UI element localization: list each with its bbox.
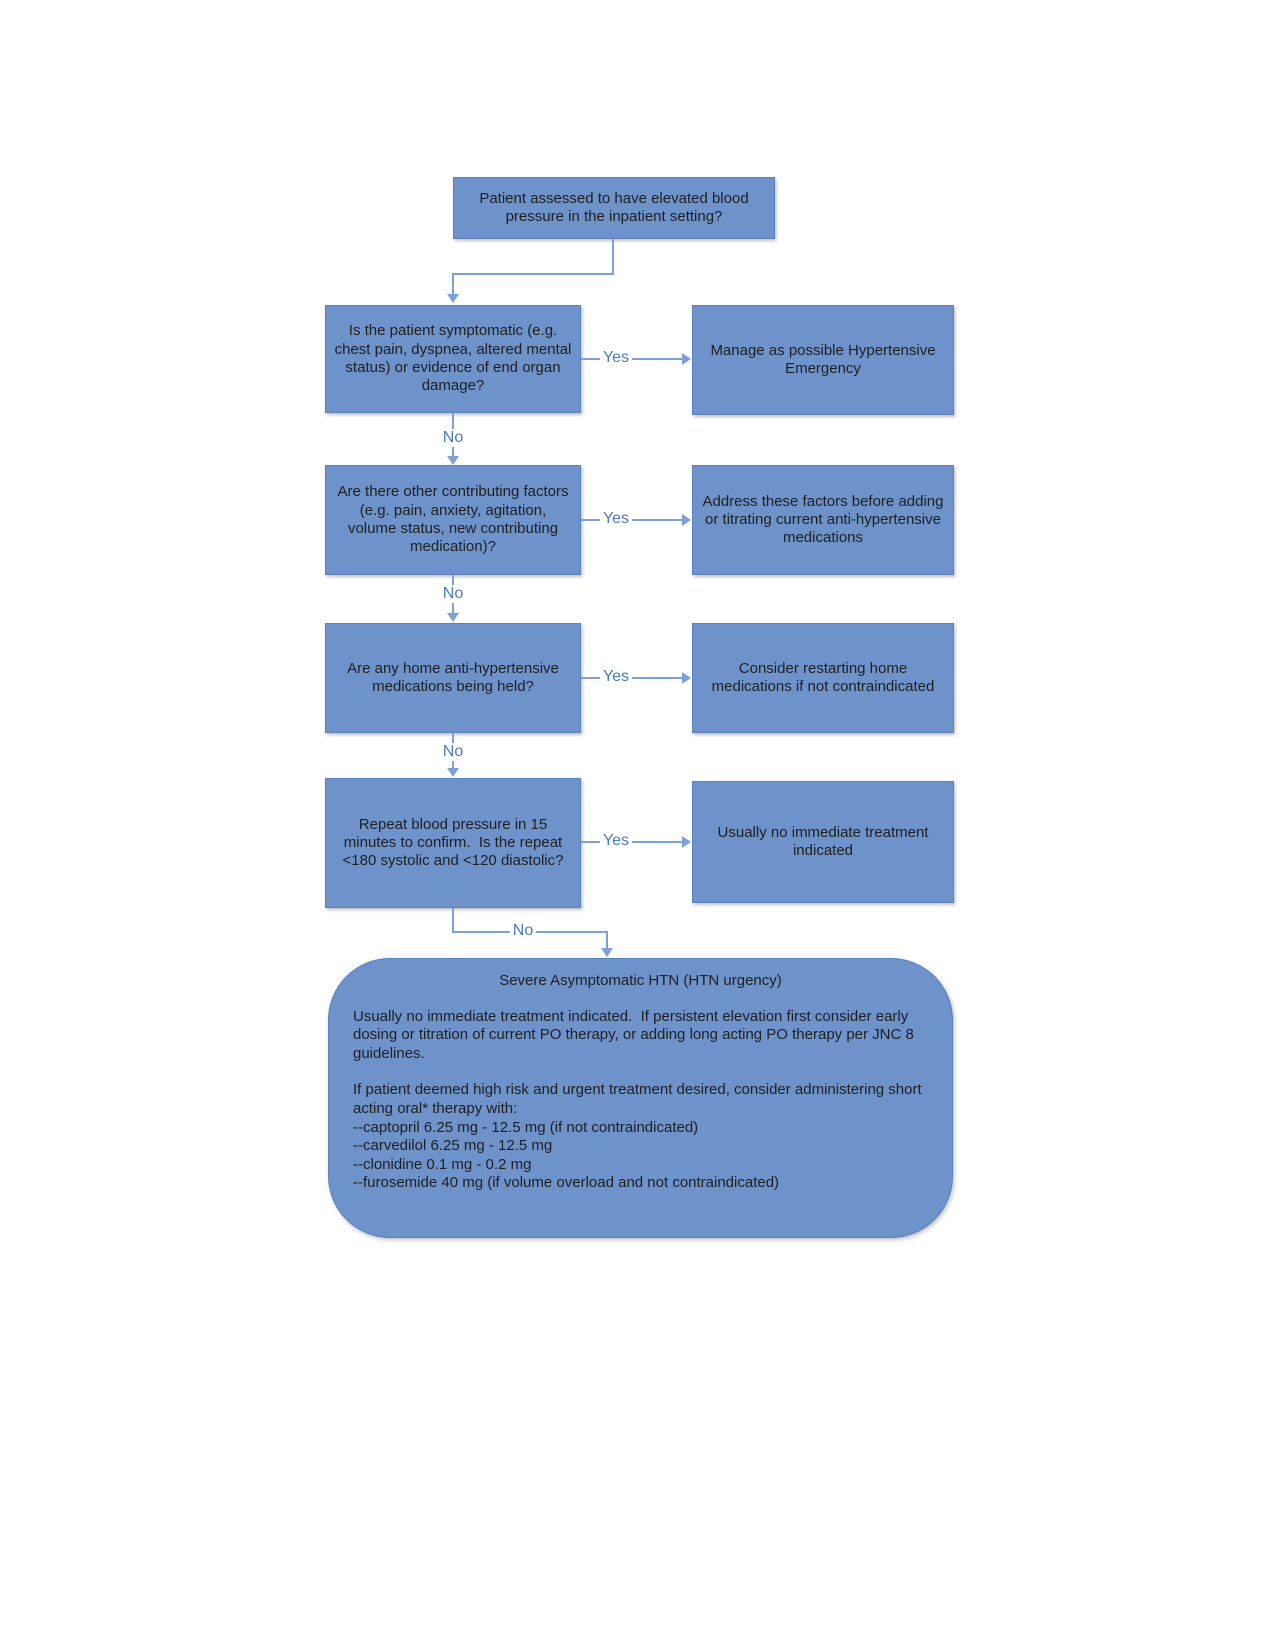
arrow-down-icon bbox=[447, 294, 459, 303]
action-emergency-text: Manage as possible Hypertensive Emergency bbox=[710, 341, 940, 377]
decision-home-meds-held bbox=[325, 623, 581, 733]
action-restart-home-meds bbox=[692, 623, 954, 733]
medication-line: --clonidine 0.1 mg - 0.2 mg bbox=[353, 1155, 532, 1173]
terminal-paragraph-1: Usually no immediate treatment indicated. If persistent elevation first consider early dosing or titration of current PO therapy, or adding long acting PO therapy per JNC 8 guidelines. bbox=[353, 1007, 919, 1062]
connector-line bbox=[452, 273, 614, 275]
no-label: No bbox=[440, 585, 466, 603]
medication-line: --furosemide 40 mg (if volume overload and not contraindicated) bbox=[353, 1174, 780, 1192]
arrow-down-icon bbox=[447, 613, 459, 622]
arrow-down-icon bbox=[447, 456, 459, 465]
yes-label: Yes bbox=[600, 832, 632, 850]
decision-repeat-bp bbox=[325, 778, 581, 908]
decision-contributing-factors bbox=[325, 465, 581, 575]
arrow-right-icon bbox=[682, 353, 691, 365]
terminal-title: Severe Asymptomatic HTN (HTN urgency) bbox=[499, 972, 782, 989]
action-restart-home-meds-text: Consider restarting home medications if not contraindicated bbox=[711, 659, 935, 695]
yes-label: Yes bbox=[600, 510, 632, 528]
arrow-right-icon bbox=[682, 836, 691, 848]
action-no-immediate-treatment-text: Usually no immediate treatment indicated bbox=[717, 823, 933, 859]
arrow-down-icon bbox=[447, 768, 459, 777]
connector-line bbox=[452, 908, 454, 933]
action-address-factors-text: Address these factors before adding or titrating current anti-hypertensive medications bbox=[702, 492, 948, 547]
yes-label: Yes bbox=[600, 668, 632, 686]
yes-label: Yes bbox=[600, 349, 632, 367]
arrow-down-icon bbox=[601, 948, 613, 957]
action-address-factors bbox=[692, 465, 954, 575]
medication-line: --carvedilol 6.25 mg - 12.5 mg bbox=[353, 1137, 553, 1155]
start-node-text: Patient assessed to have elevated blood pressure in the inpatient setting? bbox=[479, 189, 753, 225]
action-emergency bbox=[692, 305, 954, 415]
connector-line bbox=[606, 931, 608, 949]
medication-line: --captopril 6.25 mg - 12.5 mg (if not contraindicated) bbox=[353, 1118, 699, 1136]
no-label: No bbox=[440, 429, 466, 447]
arrow-right-icon bbox=[682, 514, 691, 526]
terminal-paragraph-2: If patient deemed high risk and urgent treatment desired, consider administering short acting oral* therapy with: bbox=[353, 1081, 926, 1117]
decision-home-meds-held-text: Are any home anti-hypertensive medications being held? bbox=[347, 659, 564, 695]
action-no-immediate-treatment bbox=[692, 781, 954, 903]
terminal-box bbox=[328, 958, 953, 1238]
no-label: No bbox=[440, 743, 466, 761]
decision-contributing-factors-text: Are there other contributing factors (e.g. pain, anxiety, agitation, volume status, new contributing medication)? bbox=[337, 483, 573, 556]
decision-repeat-bp-text: Repeat blood pressure in 15 minutes to confirm. Is the repeat <180 systolic and <120 diastolic? bbox=[342, 815, 567, 870]
decision-symptomatic bbox=[325, 305, 581, 413]
connector-line bbox=[452, 273, 454, 295]
decision-symptomatic-text: Is the patient symptomatic (e.g. chest pain, dyspnea, altered mental status) or evidence of end organ damage? bbox=[334, 322, 576, 395]
arrow-right-icon bbox=[682, 672, 691, 684]
start-node bbox=[453, 177, 775, 239]
no-label: No bbox=[510, 922, 536, 940]
connector-line bbox=[612, 239, 614, 275]
